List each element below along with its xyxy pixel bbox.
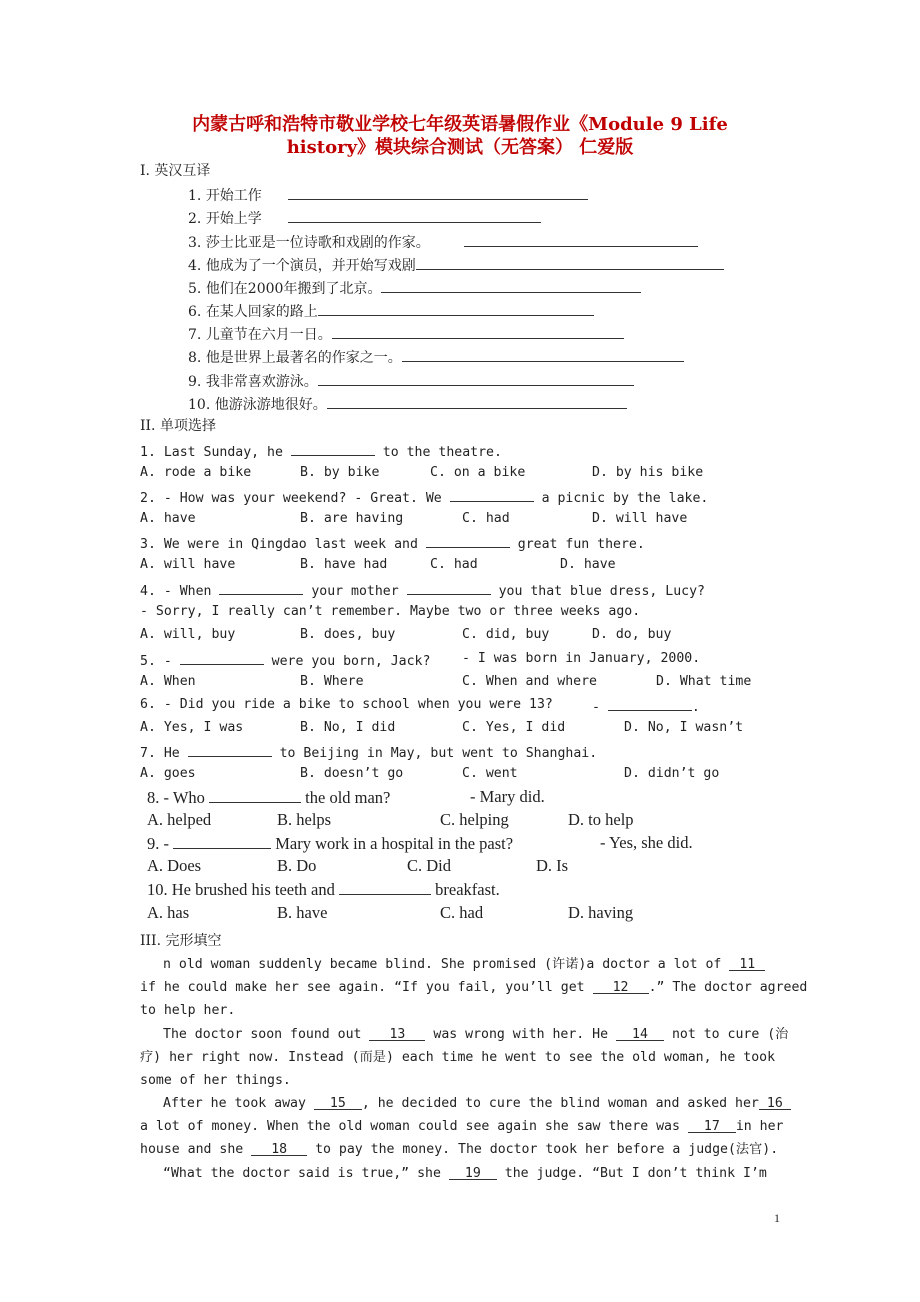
question-3: 3. We were in Qingdao last week and great fun there. xyxy=(140,533,645,554)
q1-option-d[interactable]: D. by his bike xyxy=(592,465,704,480)
cloze-line: 疗) her right now. Instead (而是) each time he went to see the old woman, he took xyxy=(140,1050,776,1065)
answer-blank[interactable] xyxy=(402,347,684,362)
cloze-blank-16[interactable]: 16 xyxy=(759,1095,791,1110)
answer-blank[interactable] xyxy=(464,232,698,247)
q9-option-a[interactable]: A. Does xyxy=(147,856,202,875)
q4-option-b[interactable]: B. does, buy xyxy=(300,627,396,642)
answer-blank[interactable] xyxy=(288,208,541,223)
q6-option-d[interactable]: D. No, I wasn’t xyxy=(624,720,744,735)
cloze-blank-17[interactable]: 17 xyxy=(688,1118,736,1133)
answer-blank[interactable] xyxy=(608,696,692,711)
q4-option-d[interactable]: D. do, buy xyxy=(592,627,672,642)
q5-option-c[interactable]: C. When and where xyxy=(462,674,597,689)
q8-option-a[interactable]: A. helped xyxy=(147,810,212,829)
answer-blank[interactable] xyxy=(291,441,375,456)
q4-option-a[interactable]: A. will, buy xyxy=(140,627,236,642)
q10-option-d[interactable]: D. having xyxy=(568,903,634,922)
cloze-line: “What the doctor said is true,” she 19 the judge. “But I don’t think I’m xyxy=(163,1166,767,1181)
q6-option-a[interactable]: A. Yes, I was xyxy=(140,720,244,735)
q2-option-a[interactable]: A. have xyxy=(140,511,196,526)
question-8: 8. - Who the old man? xyxy=(147,788,391,807)
q10-option-c[interactable]: C. had xyxy=(440,903,484,922)
q7-option-b[interactable]: B. doesn’t go xyxy=(300,766,404,781)
translation-item-6: 6. 在某人回家的路上 xyxy=(188,301,594,321)
q2-option-b[interactable]: B. are having xyxy=(300,511,404,526)
cloze-line: if he could make her see again. “If you fail, you’ll get 12 .” The doctor agreed xyxy=(140,980,808,995)
answer-blank[interactable] xyxy=(450,487,534,502)
translation-item-3: 3. 莎士比亚是一位诗歌和戏剧的作家。 xyxy=(188,232,698,252)
question-6: 6. - Did you ride a bike to school when you were 13? xyxy=(140,697,553,712)
translation-item-1: 1. 开始工作 xyxy=(188,185,588,205)
q5-option-d[interactable]: D. What time xyxy=(656,674,752,689)
answer-blank[interactable] xyxy=(173,834,271,849)
q10-option-b[interactable]: B. have xyxy=(277,903,328,922)
answer-blank[interactable] xyxy=(339,880,431,895)
q10-option-a[interactable]: A. has xyxy=(147,903,190,922)
cloze-blank-12[interactable]: 12 xyxy=(593,979,649,994)
q6-option-b[interactable]: B. No, I did xyxy=(300,720,396,735)
q8-option-d[interactable]: D. to help xyxy=(568,810,634,829)
q3-option-d[interactable]: D. have xyxy=(560,557,616,572)
translation-item-8: 8. 他是世界上最著名的作家之一。 xyxy=(188,347,684,367)
q7-option-d[interactable]: D. didn’t go xyxy=(624,766,720,781)
cloze-line: some of her things. xyxy=(140,1073,291,1088)
question-5: 5. - were you born, Jack? xyxy=(140,650,430,671)
answer-blank[interactable] xyxy=(219,580,303,595)
q2-option-d[interactable]: D. will have xyxy=(592,511,688,526)
cloze-line: to help her. xyxy=(140,1003,236,1018)
question-9: 9. - Mary work in a hospital in the past? xyxy=(147,834,514,853)
answer-blank[interactable] xyxy=(426,533,510,548)
q6-option-c[interactable]: C. Yes, I did xyxy=(462,720,566,735)
section-1-heading: I. 英汉互译 xyxy=(140,163,211,179)
cloze-line: a lot of money. When the old woman could see again she saw there was 17 in her xyxy=(140,1119,784,1134)
q4-option-c[interactable]: C. did, buy xyxy=(462,627,550,642)
translation-item-4: 4. 他成为了一个演员，并开始写戏剧 xyxy=(188,255,724,275)
q5-option-b[interactable]: B. Where xyxy=(300,674,364,689)
cloze-blank-19[interactable]: 19 xyxy=(449,1165,497,1180)
cloze-line: house and she 18 to pay the money. The doctor took her before a judge(法官). xyxy=(140,1142,779,1157)
question-9-response: - Yes, she did. xyxy=(600,833,693,852)
q3-option-a[interactable]: A. will have xyxy=(140,557,236,572)
question-1: 1. Last Sunday, he to the theatre. xyxy=(140,441,502,462)
title-line-2: history》模块综合测试（无答案） 仁爱版 xyxy=(286,137,634,158)
answer-blank[interactable] xyxy=(288,185,588,200)
answer-blank[interactable] xyxy=(318,301,594,316)
answer-blank[interactable] xyxy=(381,278,641,293)
cloze-line: The doctor soon found out 13 was wrong with her. He 14 not to cure (治 xyxy=(163,1027,789,1042)
section-2-heading: II. 单项选择 xyxy=(140,418,216,434)
translation-item-2: 2. 开始上学 xyxy=(188,208,541,228)
answer-blank[interactable] xyxy=(180,650,264,665)
cloze-blank-14[interactable]: 14 xyxy=(616,1026,664,1041)
q3-option-b[interactable]: B. have had xyxy=(300,557,388,572)
question-2: 2. - How was your weekend? - Great. We a picnic by the lake. xyxy=(140,487,708,508)
cloze-blank-18[interactable]: 18 xyxy=(251,1141,307,1156)
page-number: 1 xyxy=(774,1211,780,1225)
question-10: 10. He brushed his teeth and breakfast. xyxy=(147,880,500,899)
q7-option-a[interactable]: A. goes xyxy=(140,766,196,781)
q7-option-c[interactable]: C. went xyxy=(462,766,518,781)
q1-option-a[interactable]: A. rode a bike xyxy=(140,465,252,480)
answer-blank[interactable] xyxy=(327,394,627,409)
q1-option-b[interactable]: B. by bike xyxy=(300,465,380,480)
cloze-line: n old woman suddenly became blind. She promised (许诺)a doctor a lot of 11 xyxy=(163,956,765,974)
translation-item-5: 5. 他们在2000年搬到了北京。 xyxy=(188,278,641,298)
question-5-response: - I was born in January, 2000. xyxy=(462,651,701,666)
translation-item-7: 7. 儿童节在六月一日。 xyxy=(188,324,624,344)
question-7: 7. He to Beijing in May, but went to Shanghai. xyxy=(140,742,597,763)
question-8-response: - Mary did. xyxy=(470,787,545,806)
q2-option-c[interactable]: C. had xyxy=(462,511,510,526)
q8-option-c[interactable]: C. helping xyxy=(440,810,509,829)
question-6-response: - . xyxy=(592,696,700,717)
title-line-1: 内蒙古呼和浩特市敬业学校七年级英语暑假作业《Module 9 Life xyxy=(192,114,728,135)
answer-blank[interactable] xyxy=(416,255,724,270)
answer-blank[interactable] xyxy=(188,742,272,757)
section-3-heading: III. 完形填空 xyxy=(140,933,222,949)
q9-option-c[interactable]: C. Did xyxy=(407,856,452,875)
q1-option-c[interactable]: C. on a bike xyxy=(430,465,526,480)
question-4-response: - Sorry, I really can’t remember. Maybe two or three weeks ago. xyxy=(140,604,641,619)
answer-blank[interactable] xyxy=(332,324,624,339)
q5-option-a[interactable]: A. When xyxy=(140,674,196,689)
q9-option-d[interactable]: D. Is xyxy=(536,856,569,875)
question-4: 4. - When your mother you that blue dress, Lucy? xyxy=(140,580,705,601)
translation-item-10: 10. 他游泳游地很好。 xyxy=(188,394,627,414)
q8-option-b[interactable]: B. helps xyxy=(277,810,332,829)
q3-option-c[interactable]: C. had xyxy=(430,557,478,572)
cloze-blank-11[interactable]: 11 xyxy=(729,956,765,971)
answer-blank[interactable] xyxy=(407,580,491,595)
q9-option-b[interactable]: B. Do xyxy=(277,856,317,875)
cloze-blank-15[interactable]: 15 xyxy=(314,1095,362,1110)
translation-item-9: 9. 我非常喜欢游泳。 xyxy=(188,371,634,391)
answer-blank[interactable] xyxy=(209,788,301,803)
cloze-blank-13[interactable]: 13 xyxy=(369,1026,425,1041)
answer-blank[interactable] xyxy=(318,371,634,386)
cloze-line: After he took away 15 , he decided to cure the blind woman and asked her 16 xyxy=(163,1095,791,1113)
